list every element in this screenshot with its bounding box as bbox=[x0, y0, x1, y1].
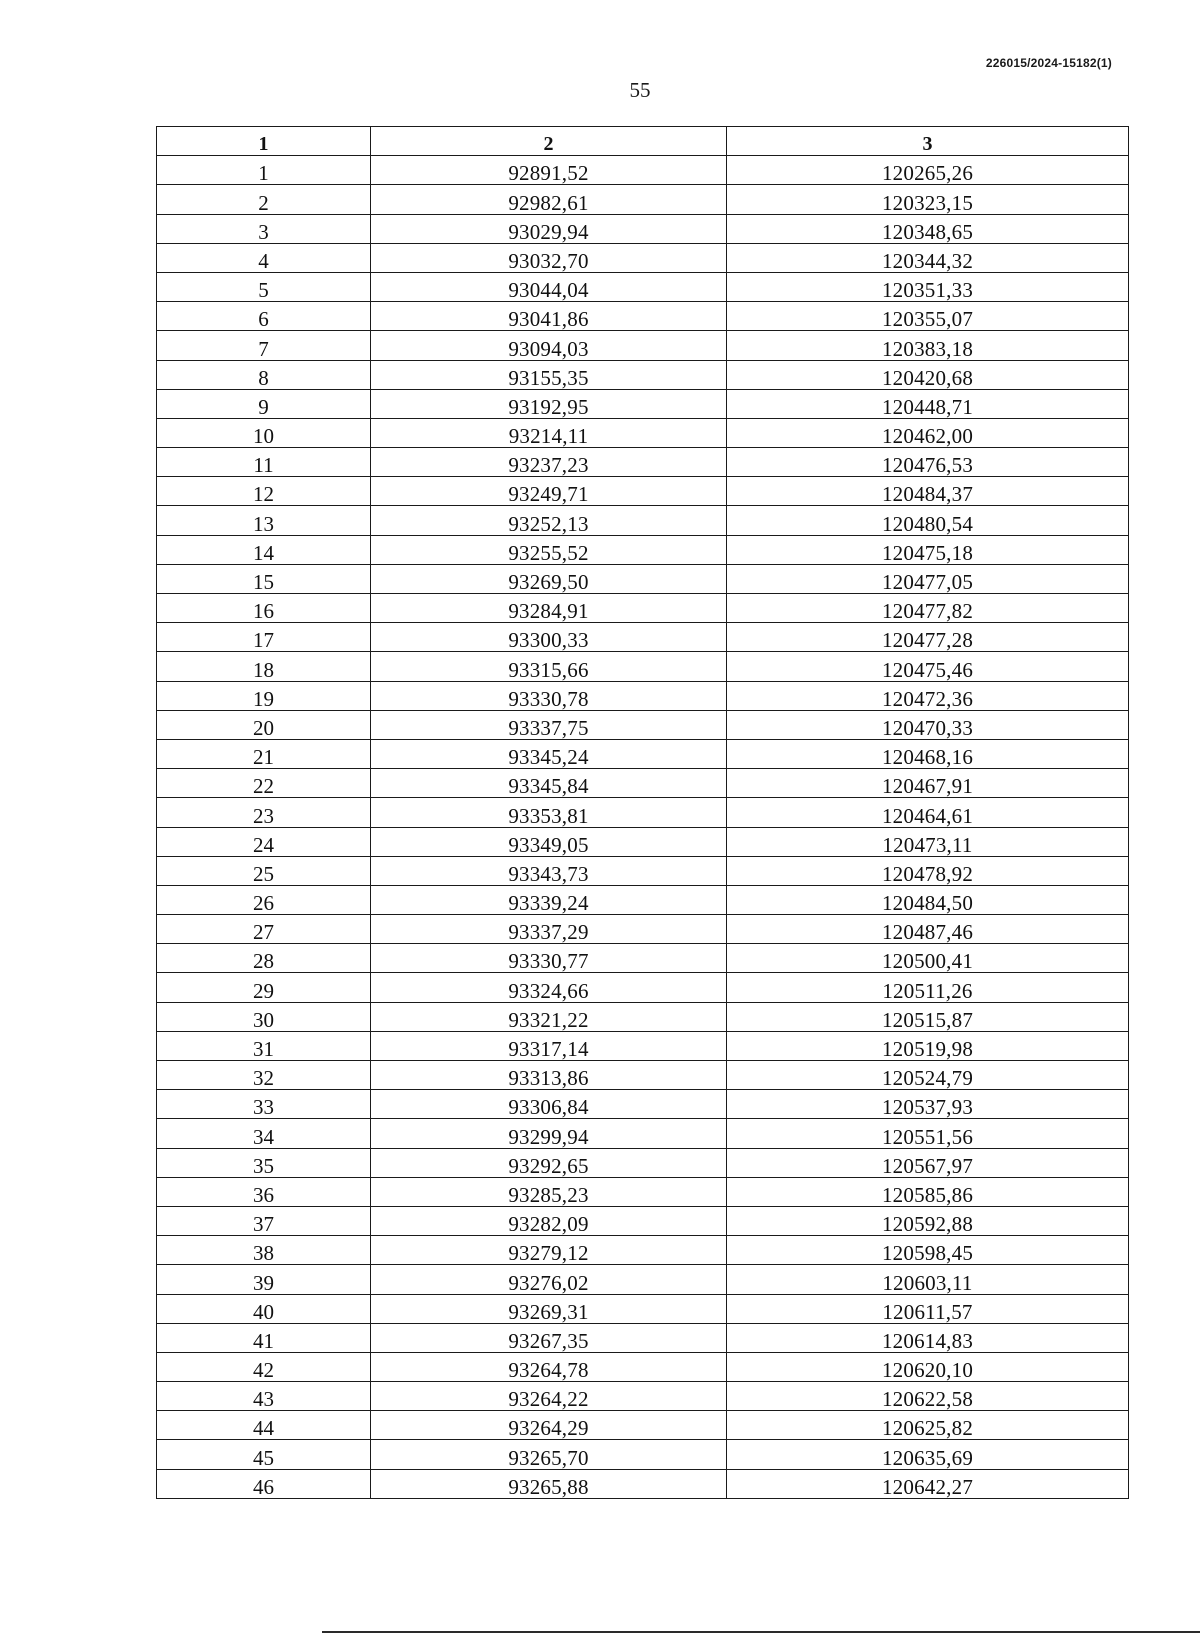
coordinate-x-cell: 93237,23 bbox=[371, 448, 727, 477]
coordinate-y-cell: 120472,36 bbox=[727, 681, 1129, 710]
coordinate-x-cell: 93313,86 bbox=[371, 1061, 727, 1090]
column-header-3: 3 bbox=[727, 127, 1129, 156]
point-number-cell: 30 bbox=[157, 1002, 371, 1031]
coordinate-y-cell: 120592,88 bbox=[727, 1206, 1129, 1235]
point-number-cell: 34 bbox=[157, 1119, 371, 1148]
point-number-cell: 38 bbox=[157, 1236, 371, 1265]
table-row bbox=[157, 243, 1129, 272]
coordinate-x-cell: 93330,77 bbox=[371, 944, 727, 973]
table-row bbox=[157, 1294, 1129, 1323]
coordinate-x-cell: 93279,12 bbox=[371, 1236, 727, 1265]
coordinate-y-cell: 120487,46 bbox=[727, 915, 1129, 944]
coordinate-y-cell: 120344,32 bbox=[727, 243, 1129, 272]
coordinate-x-cell: 93282,09 bbox=[371, 1206, 727, 1235]
coordinate-x-cell: 93284,91 bbox=[371, 594, 727, 623]
point-number-cell: 31 bbox=[157, 1031, 371, 1060]
coordinate-y-cell: 120265,26 bbox=[727, 156, 1129, 185]
table-row bbox=[157, 477, 1129, 506]
coordinate-y-cell: 120478,92 bbox=[727, 856, 1129, 885]
coordinate-x-cell: 93337,29 bbox=[371, 915, 727, 944]
coordinate-y-cell: 120515,87 bbox=[727, 1002, 1129, 1031]
point-number-cell: 25 bbox=[157, 856, 371, 885]
point-number-cell: 14 bbox=[157, 535, 371, 564]
coordinate-x-cell: 93155,35 bbox=[371, 360, 727, 389]
point-number-cell: 15 bbox=[157, 564, 371, 593]
table-row bbox=[157, 214, 1129, 243]
table-body bbox=[157, 156, 1129, 1499]
table-row bbox=[157, 1265, 1129, 1294]
point-number-cell: 5 bbox=[157, 272, 371, 301]
coordinate-y-cell: 120524,79 bbox=[727, 1061, 1129, 1090]
table-row bbox=[157, 710, 1129, 739]
table-row bbox=[157, 1119, 1129, 1148]
table-row bbox=[157, 1061, 1129, 1090]
coordinate-x-cell: 93269,31 bbox=[371, 1294, 727, 1323]
coordinate-x-cell: 93343,73 bbox=[371, 856, 727, 885]
table-row bbox=[157, 681, 1129, 710]
coordinate-y-cell: 120476,53 bbox=[727, 448, 1129, 477]
coordinate-y-cell: 120473,11 bbox=[727, 827, 1129, 856]
coordinate-x-cell: 93252,13 bbox=[371, 506, 727, 535]
point-number-cell: 13 bbox=[157, 506, 371, 535]
page-number: 55 bbox=[629, 78, 651, 102]
coordinate-y-cell: 120614,83 bbox=[727, 1323, 1129, 1352]
coordinate-x-cell: 93292,65 bbox=[371, 1148, 727, 1177]
point-number-cell: 41 bbox=[157, 1323, 371, 1352]
coordinate-y-cell: 120484,37 bbox=[727, 477, 1129, 506]
point-number-cell: 42 bbox=[157, 1352, 371, 1381]
table-row bbox=[157, 652, 1129, 681]
coordinate-x-cell: 93192,95 bbox=[371, 389, 727, 418]
point-number-cell: 10 bbox=[157, 418, 371, 447]
table-row bbox=[157, 944, 1129, 973]
coordinate-x-cell: 93214,11 bbox=[371, 418, 727, 447]
coordinate-y-cell: 120519,98 bbox=[727, 1031, 1129, 1060]
coordinate-x-cell: 93349,05 bbox=[371, 827, 727, 856]
table-row bbox=[157, 973, 1129, 1002]
table-row bbox=[157, 769, 1129, 798]
table-row bbox=[157, 331, 1129, 360]
table-row bbox=[157, 156, 1129, 185]
coordinate-y-cell: 120448,71 bbox=[727, 389, 1129, 418]
header-row bbox=[157, 127, 1129, 156]
table-row bbox=[157, 1148, 1129, 1177]
point-number-cell: 46 bbox=[157, 1469, 371, 1498]
table-row bbox=[157, 1002, 1129, 1031]
table-row bbox=[157, 448, 1129, 477]
coordinate-x-cell: 93264,22 bbox=[371, 1382, 727, 1411]
coordinate-x-cell: 93306,84 bbox=[371, 1090, 727, 1119]
coordinate-x-cell: 93249,71 bbox=[371, 477, 727, 506]
point-number-cell: 19 bbox=[157, 681, 371, 710]
coordinate-y-cell: 120462,00 bbox=[727, 418, 1129, 447]
point-number-cell: 4 bbox=[157, 243, 371, 272]
table-row bbox=[157, 1469, 1129, 1498]
point-number-cell: 43 bbox=[157, 1382, 371, 1411]
coordinate-y-cell: 120603,11 bbox=[727, 1265, 1129, 1294]
coordinate-y-cell: 120351,33 bbox=[727, 272, 1129, 301]
table-row bbox=[157, 1411, 1129, 1440]
coordinate-y-cell: 120625,82 bbox=[727, 1411, 1129, 1440]
document-id: 226015/2024-15182(1) bbox=[985, 56, 1112, 70]
point-number-cell: 8 bbox=[157, 360, 371, 389]
coordinate-x-cell: 93265,70 bbox=[371, 1440, 727, 1469]
coordinates-table bbox=[156, 126, 1129, 1499]
coordinate-y-cell: 120511,26 bbox=[727, 973, 1129, 1002]
coordinate-x-cell: 93315,66 bbox=[371, 652, 727, 681]
table-row bbox=[157, 1323, 1129, 1352]
table-row bbox=[157, 360, 1129, 389]
coordinate-y-cell: 120470,33 bbox=[727, 710, 1129, 739]
point-number-cell: 21 bbox=[157, 739, 371, 768]
point-number-cell: 36 bbox=[157, 1177, 371, 1206]
point-number-cell: 2 bbox=[157, 185, 371, 214]
point-number-cell: 32 bbox=[157, 1061, 371, 1090]
coordinate-x-cell: 93276,02 bbox=[371, 1265, 727, 1294]
table-row bbox=[157, 564, 1129, 593]
point-number-cell: 45 bbox=[157, 1440, 371, 1469]
coordinate-x-cell: 93029,94 bbox=[371, 214, 727, 243]
coordinate-x-cell: 93324,66 bbox=[371, 973, 727, 1002]
coordinate-y-cell: 120598,45 bbox=[727, 1236, 1129, 1265]
table-row bbox=[157, 302, 1129, 331]
coordinate-y-cell: 120355,07 bbox=[727, 302, 1129, 331]
point-number-cell: 35 bbox=[157, 1148, 371, 1177]
table-row bbox=[157, 885, 1129, 914]
coordinate-x-cell: 93330,78 bbox=[371, 681, 727, 710]
point-number-cell: 26 bbox=[157, 885, 371, 914]
point-number-cell: 16 bbox=[157, 594, 371, 623]
point-number-cell: 40 bbox=[157, 1294, 371, 1323]
coordinate-y-cell: 120383,18 bbox=[727, 331, 1129, 360]
point-number-cell: 9 bbox=[157, 389, 371, 418]
point-number-cell: 37 bbox=[157, 1206, 371, 1235]
point-number-cell: 22 bbox=[157, 769, 371, 798]
point-number-cell: 7 bbox=[157, 331, 371, 360]
coordinate-x-cell: 93299,94 bbox=[371, 1119, 727, 1148]
table-row bbox=[157, 1177, 1129, 1206]
coordinate-x-cell: 93285,23 bbox=[371, 1177, 727, 1206]
coordinate-y-cell: 120468,16 bbox=[727, 739, 1129, 768]
coordinate-y-cell: 120464,61 bbox=[727, 798, 1129, 827]
table-row bbox=[157, 739, 1129, 768]
coordinate-x-cell: 93265,88 bbox=[371, 1469, 727, 1498]
coordinate-y-cell: 120323,15 bbox=[727, 185, 1129, 214]
coordinate-x-cell: 93255,52 bbox=[371, 535, 727, 564]
coordinate-y-cell: 120537,93 bbox=[727, 1090, 1129, 1119]
table-row bbox=[157, 418, 1129, 447]
coordinate-y-cell: 120475,46 bbox=[727, 652, 1129, 681]
table-row bbox=[157, 623, 1129, 652]
table-row bbox=[157, 1352, 1129, 1381]
table-row bbox=[157, 798, 1129, 827]
point-number-cell: 24 bbox=[157, 827, 371, 856]
table-row bbox=[157, 1206, 1129, 1235]
coordinate-x-cell: 93264,78 bbox=[371, 1352, 727, 1381]
point-number-cell: 17 bbox=[157, 623, 371, 652]
table-row bbox=[157, 272, 1129, 301]
coordinate-y-cell: 120348,65 bbox=[727, 214, 1129, 243]
point-number-cell: 3 bbox=[157, 214, 371, 243]
table-row bbox=[157, 856, 1129, 885]
coordinate-y-cell: 120551,56 bbox=[727, 1119, 1129, 1148]
table-row bbox=[157, 1382, 1129, 1411]
point-number-cell: 27 bbox=[157, 915, 371, 944]
coordinate-y-cell: 120611,57 bbox=[727, 1294, 1129, 1323]
point-number-cell: 11 bbox=[157, 448, 371, 477]
coordinate-y-cell: 120477,28 bbox=[727, 623, 1129, 652]
coordinate-x-cell: 93345,84 bbox=[371, 769, 727, 798]
coordinate-y-cell: 120420,68 bbox=[727, 360, 1129, 389]
table-row bbox=[157, 1236, 1129, 1265]
coordinate-x-cell: 93044,04 bbox=[371, 272, 727, 301]
coordinate-y-cell: 120500,41 bbox=[727, 944, 1129, 973]
coordinate-x-cell: 93339,24 bbox=[371, 885, 727, 914]
table-header bbox=[157, 127, 1129, 156]
table-row bbox=[157, 827, 1129, 856]
table-row bbox=[157, 506, 1129, 535]
table-row bbox=[157, 1031, 1129, 1060]
coordinate-y-cell: 120635,69 bbox=[727, 1440, 1129, 1469]
coordinate-x-cell: 93032,70 bbox=[371, 243, 727, 272]
coordinate-x-cell: 93317,14 bbox=[371, 1031, 727, 1060]
coordinate-x-cell: 92891,52 bbox=[371, 156, 727, 185]
coordinate-x-cell: 93321,22 bbox=[371, 1002, 727, 1031]
table-row bbox=[157, 1440, 1129, 1469]
point-number-cell: 39 bbox=[157, 1265, 371, 1294]
point-number-cell: 23 bbox=[157, 798, 371, 827]
coordinate-x-cell: 93337,75 bbox=[371, 710, 727, 739]
coordinate-x-cell: 92982,61 bbox=[371, 185, 727, 214]
point-number-cell: 44 bbox=[157, 1411, 371, 1440]
coordinate-x-cell: 93300,33 bbox=[371, 623, 727, 652]
table-row bbox=[157, 594, 1129, 623]
coordinate-y-cell: 120480,54 bbox=[727, 506, 1129, 535]
coordinate-y-cell: 120620,10 bbox=[727, 1352, 1129, 1381]
column-header-2: 2 bbox=[371, 127, 727, 156]
point-number-cell: 18 bbox=[157, 652, 371, 681]
coordinate-y-cell: 120567,97 bbox=[727, 1148, 1129, 1177]
table-row bbox=[157, 535, 1129, 564]
column-header-1: 1 bbox=[157, 127, 371, 156]
coordinate-y-cell: 120477,05 bbox=[727, 564, 1129, 593]
coordinate-y-cell: 120484,50 bbox=[727, 885, 1129, 914]
coordinate-x-cell: 93094,03 bbox=[371, 331, 727, 360]
coordinate-y-cell: 120475,18 bbox=[727, 535, 1129, 564]
coordinate-x-cell: 93345,24 bbox=[371, 739, 727, 768]
point-number-cell: 6 bbox=[157, 302, 371, 331]
point-number-cell: 33 bbox=[157, 1090, 371, 1119]
table-row bbox=[157, 915, 1129, 944]
bottom-rule bbox=[322, 1631, 1200, 1633]
coordinate-x-cell: 93269,50 bbox=[371, 564, 727, 593]
coordinate-x-cell: 93353,81 bbox=[371, 798, 727, 827]
coordinate-x-cell: 93267,35 bbox=[371, 1323, 727, 1352]
coordinate-y-cell: 120477,82 bbox=[727, 594, 1129, 623]
point-number-cell: 28 bbox=[157, 944, 371, 973]
coordinate-y-cell: 120585,86 bbox=[727, 1177, 1129, 1206]
coordinate-y-cell: 120622,58 bbox=[727, 1382, 1129, 1411]
coordinate-x-cell: 93264,29 bbox=[371, 1411, 727, 1440]
table-row bbox=[157, 1090, 1129, 1119]
coordinate-y-cell: 120467,91 bbox=[727, 769, 1129, 798]
point-number-cell: 12 bbox=[157, 477, 371, 506]
table-row bbox=[157, 185, 1129, 214]
coordinates-table-container bbox=[156, 126, 1128, 1499]
point-number-cell: 1 bbox=[157, 156, 371, 185]
point-number-cell: 20 bbox=[157, 710, 371, 739]
coordinate-x-cell: 93041,86 bbox=[371, 302, 727, 331]
coordinate-y-cell: 120642,27 bbox=[727, 1469, 1129, 1498]
table-row bbox=[157, 389, 1129, 418]
point-number-cell: 29 bbox=[157, 973, 371, 1002]
